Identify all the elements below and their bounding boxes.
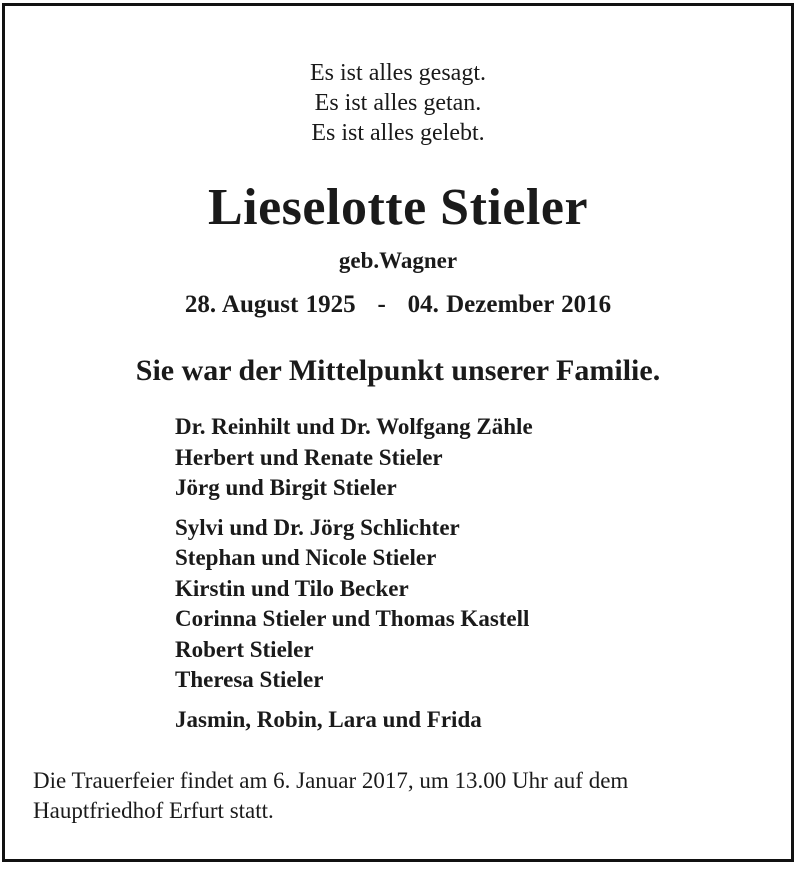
maiden-name: geb.Wagner	[338, 248, 458, 273]
obituary-frame	[2, 3, 794, 862]
date-separator: -	[377, 291, 386, 318]
funeral-notice	[33, 766, 783, 826]
mourner-entry: Jasmin, Robin, Lara und Frida	[175, 706, 482, 732]
mourners-group-grandchildren	[175, 513, 533, 696]
birth-date: 28. August 1925	[184, 291, 356, 318]
mourner-entry: Robert Stieler	[175, 636, 314, 662]
mourners-group-children	[175, 412, 533, 504]
mourners-list	[175, 412, 533, 735]
verse-line-3: Es ist alles gelebt.	[311, 120, 485, 146]
verse-line-2: Es ist alles getan.	[314, 90, 482, 116]
mourner-entry: Theresa Stieler	[175, 667, 324, 692]
family-motto: Sie war der Mittelpunkt unserer Familie.	[135, 354, 661, 387]
life-dates	[5, 288, 791, 322]
funeral-notice-line-2: Hauptfriedhof Erfurt statt.	[33, 798, 274, 823]
mourner-entry: Dr. Reinhilt und Dr. Wolfgang Zähle	[175, 414, 533, 439]
funeral-notice-line-1: Die Trauerfeier findet am 6. Januar 2017, um 13.00 Uhr auf dem	[33, 768, 629, 793]
mourner-entry: Corinna Stieler und Thomas Kastell	[175, 606, 530, 631]
mourner-entry: Herbert und Renate Stieler	[175, 444, 443, 470]
mourner-entry: Kirstin und Tilo Becker	[175, 575, 409, 601]
mourner-entry: Jörg und Birgit Stieler	[175, 475, 397, 500]
deceased-name: Lieselotte Stieler	[207, 179, 589, 236]
mourner-entry: Sylvi und Dr. Jörg Schlichter	[175, 514, 460, 540]
mourners-group-great-grandchildren	[175, 705, 533, 736]
mourner-entry: Stephan und Nicole Stieler	[175, 545, 437, 570]
death-date: 04. Dezember 2016	[407, 291, 612, 318]
verse-line-1: Es ist alles gesagt.	[310, 60, 486, 86]
